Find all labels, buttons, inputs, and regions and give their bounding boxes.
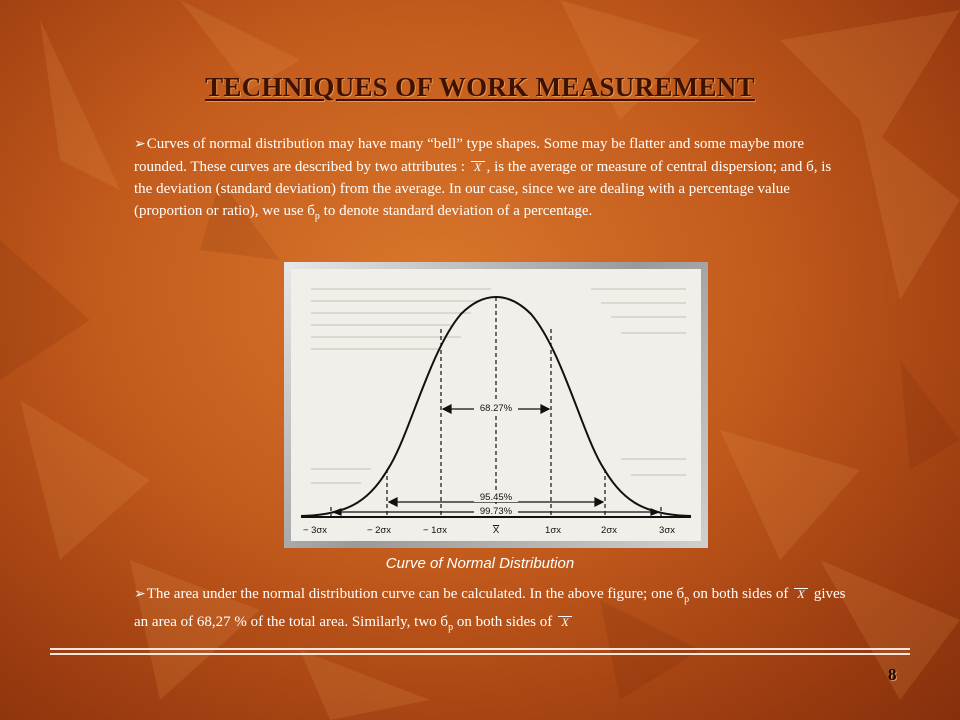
arrow-bullet-icon: ➢ [134,587,146,602]
subscript-p: p [448,622,454,633]
tick-label-3sigma: 3σx [659,525,675,536]
slide-title: TECHNIQUES OF WORK MEASUREMENT [205,72,755,102]
x-bar-symbol: X [558,616,572,628]
normal-distribution-figure [284,262,708,548]
paragraph1-text-part3: to denote standard deviation of a percentage. [319,203,593,219]
tick-label-mean: X [492,525,500,536]
tick-label-minus-3sigma: − 3σx [302,525,328,536]
interval-label-2sigma: 95.45% [479,492,513,503]
arrow-bullet-icon: ➢ [134,137,146,152]
paragraph2-text-part1: The area under the normal distribution curve can be calculated. In the above figure; one б [146,586,685,602]
tick-label-2sigma: 2σx [601,525,617,536]
x-bar-symbol: X [471,161,485,173]
subscript-p: p [314,211,320,222]
figure-caption: Curve of Normal Distribution [385,555,575,572]
paragraph2-text-part2: on both sides of [689,586,789,602]
tick-label-minus-1sigma: − 1σx [422,525,448,536]
subscript-p: p [684,594,690,605]
footer-divider-line [50,653,910,655]
paragraph-area-under-curve [134,583,846,639]
footer-divider-line [50,648,910,650]
paragraph2-text-part3: gives an area of 68,27 % of the total area. Similarly, two б [134,586,846,630]
interval-label-3sigma: 99.73% [479,506,513,517]
normal-curve-diagram [291,269,701,541]
page-number: 8 [888,665,897,684]
tick-label-1sigma: 1σx [545,525,561,536]
paragraph2-text-part4: on both sides of [453,614,553,630]
background-scan-text [311,289,686,483]
paragraph1-text-part2: , is the average or measure of central dispersion; and б, is the deviation (standard deviation) from the average. In our case, since we are dealing with a percentage value (proportion or ratio), we use б [134,159,832,219]
x-bar-symbol: X [794,588,808,600]
tick-label-minus-2sigma: − 2σx [366,525,392,536]
paragraph1-text-part1: Curves of normal distribution may have many “bell” type shapes. Some may be flatter and some maybe more rounded. These curves are described by two attributes : [134,136,805,175]
interval-label-1sigma: 68.27% [479,403,513,414]
paragraph-normal-curves [134,133,846,228]
